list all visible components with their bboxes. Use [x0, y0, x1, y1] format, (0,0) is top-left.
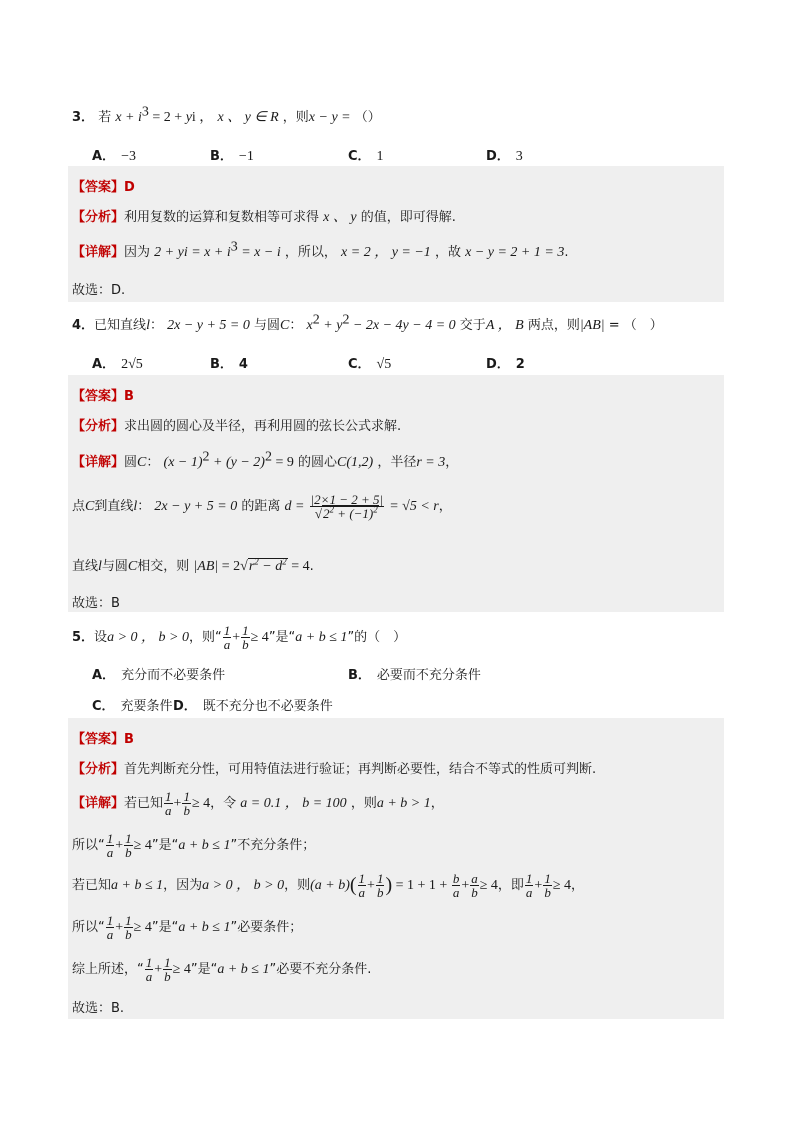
- option-d: D． 2: [486, 357, 525, 372]
- question-5-stem: 5．设a > 0 ， b > 0，则“ $\frac{1}{a}$ + $\frac{1}{b}$ ≥ 4”是“a + b ≤ 1”的（ ）: [72, 623, 407, 652]
- option-b: B． 4: [210, 357, 248, 372]
- option-b: B． 必要而不充分条件: [348, 668, 481, 683]
- analysis-line: 【分析】求出圆的圆心及半径，再利用圆的弦长公式求解.: [72, 419, 402, 434]
- detail-line-2: 点C到直线l： 2x − y + 5 = 0 的距离 d = $\frac{|2\times 1 - 2 + 5|}{√2^2 + (-1)^2}$ = √5 < r，: [72, 492, 452, 521]
- question-5-solution-box: [68, 718, 724, 1019]
- detail-line-2: 所以“ $\frac{1}{a}$ + $\frac{1}{b}$ ≥ 4”是“a + b ≤ 1”不充分条件；: [72, 831, 316, 860]
- question-3-stem: 3． 若 $x + i^3 = 2$ + yi ， x 、 y ∈ R ，则x − y = （）: [72, 104, 381, 125]
- detail-line-5: 综上所述，“ $\frac{1}{a}$ + $\frac{1}{b}$ ≥ 4”是“a + b ≤ 1”必要不充分条件.: [72, 955, 372, 984]
- answer-value: D: [124, 180, 135, 195]
- option-c: C． √5: [348, 357, 392, 372]
- detail-line-1: 【详解】圆C： $(x - 1)^2 + (y - 2)^2 = 9$ 的圆心C(1,2) ，半径r = 3，: [72, 449, 459, 470]
- detail-line-3: 若已知a + b ≤ 1，因为a > 0 ， b > 0，则(a + b)( $\frac{1}{a}$ + $\frac{1}{b}$ ) = 1 + 1 + $\frac{b}{a}$ + $\frac{a}{b}$ ≥ 4，即 $\frac{1}{a}$ + $\frac{1}{b}$ ≥ 4，: [72, 871, 585, 900]
- analysis-line: 【分析】利用复数的运算和复数相等可求得 x 、 y 的值，即可得解.: [72, 210, 456, 225]
- question-number: 3．: [72, 110, 95, 125]
- answer-line: 【答案】B: [72, 732, 134, 747]
- distance-fraction: $\frac{|2\times 1 - 2 + 5|}{√2^2 + (-1)^2}$: [310, 492, 384, 521]
- option-c: C． 充要条件: [92, 699, 173, 714]
- question-3-solution-box: [68, 166, 724, 302]
- answer-line: 【答案】D: [72, 180, 135, 195]
- question-4-solution-box: [68, 375, 724, 612]
- analysis-line: 【分析】首先判断充分性，可用特值法进行验证；再判断必要性，结合不等式的性质可判断.: [72, 762, 597, 777]
- detail-line: 【详解】因为 2 + yi = $x + i^3 = x - i$ ，所以， x = 2 ， y = −1 ，故 x − y = 2 + 1 = 3.: [72, 239, 569, 260]
- conclusion-line: 故选：B: [72, 596, 120, 611]
- detail-line-3: 直线l与圆C相交，则 $|AB| = 2√r^2 - d^2 = 4$.: [72, 556, 314, 574]
- option-a: A． 2√5: [92, 357, 143, 372]
- detail-line-4: 所以“ $\frac{1}{a}$ + $\frac{1}{b}$ ≥ 4”是“a + b ≤ 1”必要条件；: [72, 913, 303, 942]
- conclusion-line: 故选：D.: [72, 283, 126, 298]
- option-c: C． 1: [348, 149, 384, 164]
- answer-line: 【答案】B: [72, 389, 134, 404]
- option-a: A． −3: [92, 149, 136, 164]
- option-d: D． 既不充分也不必要条件: [173, 699, 333, 714]
- conclusion-line: 故选：B.: [72, 1001, 125, 1016]
- detail-line-1: 【详解】若已知 $\frac{1}{a}$ + $\frac{1}{b}$ ≥ 4，令 a = 0.1 ， b = 100 ，则a + b > 1，: [72, 789, 444, 818]
- option-d: D． 3: [486, 149, 523, 164]
- option-a: A． 充分而不必要条件: [92, 668, 226, 683]
- option-b: B． −1: [210, 149, 254, 164]
- question-4-stem: 4．已知直线l： 2x − y + 5 = 0 与圆C： $x^2 + y^2 - 2x - 4y - 4 = 0$ 交于A ， B 两点，则|AB| = （ ）: [72, 312, 663, 333]
